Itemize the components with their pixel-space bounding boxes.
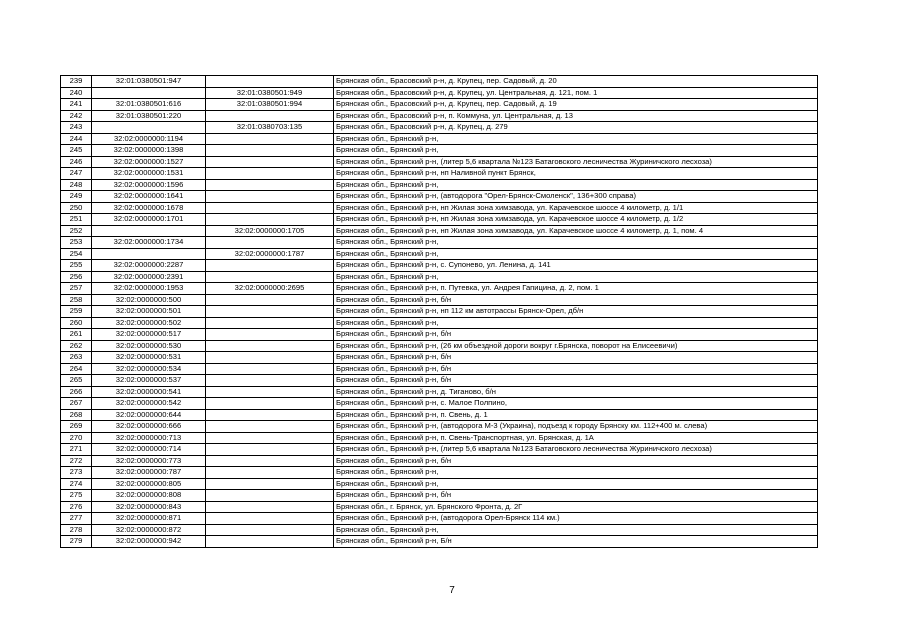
building-cadastral-number-cell: 32:02:0000000:2695 xyxy=(206,283,334,295)
address-cell: Брянская обл., Брянский р-н, б/н xyxy=(334,329,818,341)
land-cadastral-number-cell: 32:02:0000000:644 xyxy=(92,409,206,421)
row-number-cell: 273 xyxy=(61,467,92,479)
building-cadastral-number-cell xyxy=(206,237,334,249)
building-cadastral-number-cell xyxy=(206,76,334,88)
table-row xyxy=(61,237,818,249)
building-cadastral-number-cell xyxy=(206,478,334,490)
table-row xyxy=(61,386,818,398)
table-row xyxy=(61,179,818,191)
table-row xyxy=(61,202,818,214)
table-row xyxy=(61,76,818,88)
address-cell: Брянская обл., Брянский р-н, нп Жилая зона химзавода, ул. Карачевское шоссе 4 километр, д. 1/2 xyxy=(334,214,818,226)
land-cadastral-number-cell: 32:01:0380501:220 xyxy=(92,110,206,122)
address-cell: Брянская обл., Брянский р-н, xyxy=(334,248,818,260)
address-cell: Брянская обл., Брасовский р-н, д. Крупец, д. 279 xyxy=(334,122,818,134)
table-row xyxy=(61,340,818,352)
table-row xyxy=(61,168,818,180)
row-number-cell: 251 xyxy=(61,214,92,226)
table-row xyxy=(61,156,818,168)
land-cadastral-number-cell: 32:02:0000000:542 xyxy=(92,398,206,410)
land-cadastral-number-cell: 32:02:0000000:871 xyxy=(92,513,206,525)
land-cadastral-number-cell: 32:02:0000000:1953 xyxy=(92,283,206,295)
address-cell: Брянская обл., Брянский р-н, xyxy=(334,145,818,157)
address-cell: Брянская обл., Брянский р-н, б/н xyxy=(334,363,818,375)
land-cadastral-number-cell: 32:02:0000000:537 xyxy=(92,375,206,387)
table-row xyxy=(61,122,818,134)
land-cadastral-number-cell: 32:02:0000000:534 xyxy=(92,363,206,375)
address-cell: Брянская обл., Брасовский р-н, п. Коммуна, ул. Центральная, д. 13 xyxy=(334,110,818,122)
row-number-cell: 277 xyxy=(61,513,92,525)
row-number-cell: 266 xyxy=(61,386,92,398)
address-cell: Брянская обл., Брянский р-н, Б/н xyxy=(334,536,818,548)
row-number-cell: 240 xyxy=(61,87,92,99)
row-number-cell: 275 xyxy=(61,490,92,502)
row-number-cell: 259 xyxy=(61,306,92,318)
building-cadastral-number-cell xyxy=(206,168,334,180)
land-cadastral-number-cell: 32:02:0000000:1734 xyxy=(92,237,206,249)
land-cadastral-number-cell: 32:02:0000000:1641 xyxy=(92,191,206,203)
address-cell: Брянская обл., Брянский р-н, п. Путевка, ул. Андрея Гапицина, д. 2, пом. 1 xyxy=(334,283,818,295)
table-row xyxy=(61,110,818,122)
table-row xyxy=(61,363,818,375)
building-cadastral-number-cell xyxy=(206,214,334,226)
address-cell: Брянская обл., Брянский р-н, с. Супонево, ул. Ленина, д. 141 xyxy=(334,260,818,272)
address-cell: Брянская обл., Брянский р-н, нп 112 км автотрассы Брянск-Орел, дб/н xyxy=(334,306,818,318)
building-cadastral-number-cell xyxy=(206,432,334,444)
address-cell: Брянская обл., Брянский р-н, б/н xyxy=(334,455,818,467)
row-number-cell: 278 xyxy=(61,524,92,536)
row-number-cell: 272 xyxy=(61,455,92,467)
land-cadastral-number-cell: 32:02:0000000:530 xyxy=(92,340,206,352)
building-cadastral-number-cell xyxy=(206,202,334,214)
building-cadastral-number-cell xyxy=(206,110,334,122)
table-row xyxy=(61,87,818,99)
table-row xyxy=(61,283,818,295)
address-cell: Брянская обл., Брянский р-н, (литер 5,6 квартала №123 Батаговского лесничества Журиничского лесхоза) xyxy=(334,444,818,456)
building-cadastral-number-cell: 32:01:0380501:994 xyxy=(206,99,334,111)
table-row xyxy=(61,490,818,502)
table-row xyxy=(61,398,818,410)
table-row xyxy=(61,99,818,111)
land-cadastral-number-cell: 32:02:0000000:808 xyxy=(92,490,206,502)
land-cadastral-number-cell: 32:02:0000000:805 xyxy=(92,478,206,490)
building-cadastral-number-cell xyxy=(206,524,334,536)
land-cadastral-number-cell: 32:02:0000000:1701 xyxy=(92,214,206,226)
address-cell: Брянская обл., Брянский р-н, xyxy=(334,237,818,249)
land-cadastral-number-cell: 32:02:0000000:714 xyxy=(92,444,206,456)
table-row xyxy=(61,501,818,513)
building-cadastral-number-cell xyxy=(206,444,334,456)
row-number-cell: 246 xyxy=(61,156,92,168)
land-cadastral-number-cell: 32:02:0000000:1531 xyxy=(92,168,206,180)
land-cadastral-number-cell xyxy=(92,248,206,260)
row-number-cell: 276 xyxy=(61,501,92,513)
row-number-cell: 243 xyxy=(61,122,92,134)
building-cadastral-number-cell xyxy=(206,490,334,502)
table-row xyxy=(61,317,818,329)
address-cell: Брянская обл., Брасовский р-н, д. Крупец, пер. Садовый, д. 19 xyxy=(334,99,818,111)
land-cadastral-number-cell xyxy=(92,122,206,134)
land-cadastral-number-cell: 32:02:0000000:666 xyxy=(92,421,206,433)
address-cell: Брянская обл., Брянский р-н, п. Свень, д. 1 xyxy=(334,409,818,421)
address-cell: Брянская обл., Брянский р-н, нп Жилая зона химзавода, ул. Карачевское шоссе 4 километр, д. 1/1 xyxy=(334,202,818,214)
address-cell: Брянская обл., Брянский р-н, б/н xyxy=(334,490,818,502)
table-row xyxy=(61,306,818,318)
table-row xyxy=(61,271,818,283)
building-cadastral-number-cell xyxy=(206,455,334,467)
building-cadastral-number-cell xyxy=(206,501,334,513)
address-cell: Брянская обл., Брянский р-н, (литер 5,6 квартала №123 Батаговского лесничества Журиничского лесхоза) xyxy=(334,156,818,168)
address-cell: Брянская обл., Брянский р-н, (автодорога "Орел-Брянск-Смоленск", 136+300 справа) xyxy=(334,191,818,203)
address-cell: Брянская обл., Брянский р-н, xyxy=(334,179,818,191)
building-cadastral-number-cell xyxy=(206,421,334,433)
row-number-cell: 271 xyxy=(61,444,92,456)
table-row xyxy=(61,133,818,145)
row-number-cell: 267 xyxy=(61,398,92,410)
address-cell: Брянская обл., Брянский р-н, xyxy=(334,478,818,490)
building-cadastral-number-cell xyxy=(206,260,334,272)
land-cadastral-number-cell: 32:02:0000000:713 xyxy=(92,432,206,444)
building-cadastral-number-cell xyxy=(206,329,334,341)
building-cadastral-number-cell xyxy=(206,386,334,398)
building-cadastral-number-cell xyxy=(206,306,334,318)
building-cadastral-number-cell xyxy=(206,467,334,479)
land-cadastral-number-cell: 32:02:0000000:1194 xyxy=(92,133,206,145)
building-cadastral-number-cell xyxy=(206,191,334,203)
row-number-cell: 258 xyxy=(61,294,92,306)
table-row xyxy=(61,524,818,536)
row-number-cell: 255 xyxy=(61,260,92,272)
building-cadastral-number-cell xyxy=(206,294,334,306)
table-row xyxy=(61,513,818,525)
row-number-cell: 257 xyxy=(61,283,92,295)
table-row xyxy=(61,478,818,490)
land-cadastral-number-cell: 32:02:0000000:872 xyxy=(92,524,206,536)
row-number-cell: 279 xyxy=(61,536,92,548)
land-cadastral-number-cell: 32:02:0000000:1527 xyxy=(92,156,206,168)
building-cadastral-number-cell xyxy=(206,340,334,352)
land-cadastral-number-cell: 32:02:0000000:1398 xyxy=(92,145,206,157)
land-cadastral-number-cell: 32:02:0000000:1596 xyxy=(92,179,206,191)
building-cadastral-number-cell xyxy=(206,513,334,525)
property-registry-table xyxy=(60,75,818,548)
building-cadastral-number-cell: 32:02:0000000:1787 xyxy=(206,248,334,260)
land-cadastral-number-cell: 32:02:0000000:500 xyxy=(92,294,206,306)
land-cadastral-number-cell: 32:02:0000000:541 xyxy=(92,386,206,398)
land-cadastral-number-cell: 32:02:0000000:1678 xyxy=(92,202,206,214)
address-cell: Брянская обл., Брянский р-н, б/н xyxy=(334,375,818,387)
building-cadastral-number-cell: 32:02:0000000:1705 xyxy=(206,225,334,237)
building-cadastral-number-cell xyxy=(206,156,334,168)
table-row xyxy=(61,375,818,387)
address-cell: Брянская обл., Брасовский р-н, д. Крупец, ул. Центральная, д. 121, пом. 1 xyxy=(334,87,818,99)
row-number-cell: 241 xyxy=(61,99,92,111)
building-cadastral-number-cell xyxy=(206,375,334,387)
table-row xyxy=(61,352,818,364)
table-row xyxy=(61,444,818,456)
building-cadastral-number-cell xyxy=(206,409,334,421)
building-cadastral-number-cell xyxy=(206,271,334,283)
table-row xyxy=(61,191,818,203)
row-number-cell: 268 xyxy=(61,409,92,421)
address-cell: Брянская обл., Брянский р-н, (автодорога М-3 (Украина), подъезд к городу Брянску км. 112+400 м. слева) xyxy=(334,421,818,433)
row-number-cell: 244 xyxy=(61,133,92,145)
row-number-cell: 270 xyxy=(61,432,92,444)
row-number-cell: 252 xyxy=(61,225,92,237)
row-number-cell: 249 xyxy=(61,191,92,203)
row-number-cell: 247 xyxy=(61,168,92,180)
land-cadastral-number-cell: 32:02:0000000:942 xyxy=(92,536,206,548)
building-cadastral-number-cell xyxy=(206,179,334,191)
table-row xyxy=(61,421,818,433)
table-row xyxy=(61,467,818,479)
building-cadastral-number-cell: 32:01:0380703:135 xyxy=(206,122,334,134)
address-cell: Брянская обл., Брянский р-н, нп Жилая зона химзавода, ул. Карачевское шоссе 4 километр, д. 1, пом. 4 xyxy=(334,225,818,237)
address-cell: Брянская обл., Брянский р-н, xyxy=(334,317,818,329)
table-row xyxy=(61,294,818,306)
building-cadastral-number-cell xyxy=(206,536,334,548)
land-cadastral-number-cell: 32:02:0000000:2287 xyxy=(92,260,206,272)
row-number-cell: 250 xyxy=(61,202,92,214)
address-cell: Брянская обл., Брянский р-н, с. Малое Полпино, xyxy=(334,398,818,410)
land-cadastral-number-cell: 32:02:0000000:843 xyxy=(92,501,206,513)
document-sheet xyxy=(60,75,817,548)
table-row xyxy=(61,260,818,272)
address-cell: Брянская обл., Брянский р-н, нп Наливной пункт Брянск, xyxy=(334,168,818,180)
land-cadastral-number-cell: 32:02:0000000:531 xyxy=(92,352,206,364)
row-number-cell: 274 xyxy=(61,478,92,490)
row-number-cell: 264 xyxy=(61,363,92,375)
address-cell: Брянская обл., г. Брянск, ул. Брянского Фронта, д. 2Г xyxy=(334,501,818,513)
table-row xyxy=(61,536,818,548)
row-number-cell: 262 xyxy=(61,340,92,352)
row-number-cell: 265 xyxy=(61,375,92,387)
table-row xyxy=(61,145,818,157)
building-cadastral-number-cell xyxy=(206,145,334,157)
table-row xyxy=(61,248,818,260)
row-number-cell: 248 xyxy=(61,179,92,191)
row-number-cell: 260 xyxy=(61,317,92,329)
address-cell: Брянская обл., Брянский р-н, д. Тиганово, б/н xyxy=(334,386,818,398)
land-cadastral-number-cell: 32:02:0000000:501 xyxy=(92,306,206,318)
land-cadastral-number-cell: 32:02:0000000:2391 xyxy=(92,271,206,283)
building-cadastral-number-cell xyxy=(206,398,334,410)
land-cadastral-number-cell: 32:01:0380501:616 xyxy=(92,99,206,111)
table-row xyxy=(61,455,818,467)
land-cadastral-number-cell: 32:01:0380501:947 xyxy=(92,76,206,88)
land-cadastral-number-cell: 32:02:0000000:502 xyxy=(92,317,206,329)
land-cadastral-number-cell: 32:02:0000000:773 xyxy=(92,455,206,467)
row-number-cell: 242 xyxy=(61,110,92,122)
table-row xyxy=(61,214,818,226)
row-number-cell: 254 xyxy=(61,248,92,260)
row-number-cell: 261 xyxy=(61,329,92,341)
building-cadastral-number-cell xyxy=(206,133,334,145)
table-row xyxy=(61,225,818,237)
address-cell: Брянская обл., Брянский р-н, (автодорога Орел-Брянск 114 км.) xyxy=(334,513,818,525)
address-cell: Брянская обл., Брянский р-н, xyxy=(334,524,818,536)
row-number-cell: 245 xyxy=(61,145,92,157)
page-number: 7 xyxy=(449,585,455,596)
land-cadastral-number-cell xyxy=(92,225,206,237)
land-cadastral-number-cell: 32:02:0000000:517 xyxy=(92,329,206,341)
address-cell: Брянская обл., Брянский р-н, б/н xyxy=(334,294,818,306)
address-cell: Брянская обл., Брянский р-н, п. Свень-Транспортная, ул. Брянская, д. 1А xyxy=(334,432,818,444)
address-cell: Брянская обл., Брянский р-н, xyxy=(334,467,818,479)
table-row xyxy=(61,432,818,444)
land-cadastral-number-cell: 32:02:0000000:787 xyxy=(92,467,206,479)
address-cell: Брянская обл., Брянский р-н, б/н xyxy=(334,352,818,364)
address-cell: Брянская обл., Брянский р-н, xyxy=(334,133,818,145)
table-row xyxy=(61,409,818,421)
row-number-cell: 239 xyxy=(61,76,92,88)
address-cell: Брянская обл., Брянский р-н, (26 км объездной дороги вокруг г.Брянска, поворот на Елисеевичи) xyxy=(334,340,818,352)
table-row xyxy=(61,329,818,341)
address-cell: Брянская обл., Брасовский р-н, д. Крупец, пер. Садовый, д. 20 xyxy=(334,76,818,88)
building-cadastral-number-cell xyxy=(206,317,334,329)
row-number-cell: 269 xyxy=(61,421,92,433)
address-cell: Брянская обл., Брянский р-н, xyxy=(334,271,818,283)
row-number-cell: 263 xyxy=(61,352,92,364)
building-cadastral-number-cell: 32:01:0380501:949 xyxy=(206,87,334,99)
registry-table-body xyxy=(61,76,818,548)
row-number-cell: 256 xyxy=(61,271,92,283)
building-cadastral-number-cell xyxy=(206,352,334,364)
building-cadastral-number-cell xyxy=(206,363,334,375)
row-number-cell: 253 xyxy=(61,237,92,249)
land-cadastral-number-cell xyxy=(92,87,206,99)
